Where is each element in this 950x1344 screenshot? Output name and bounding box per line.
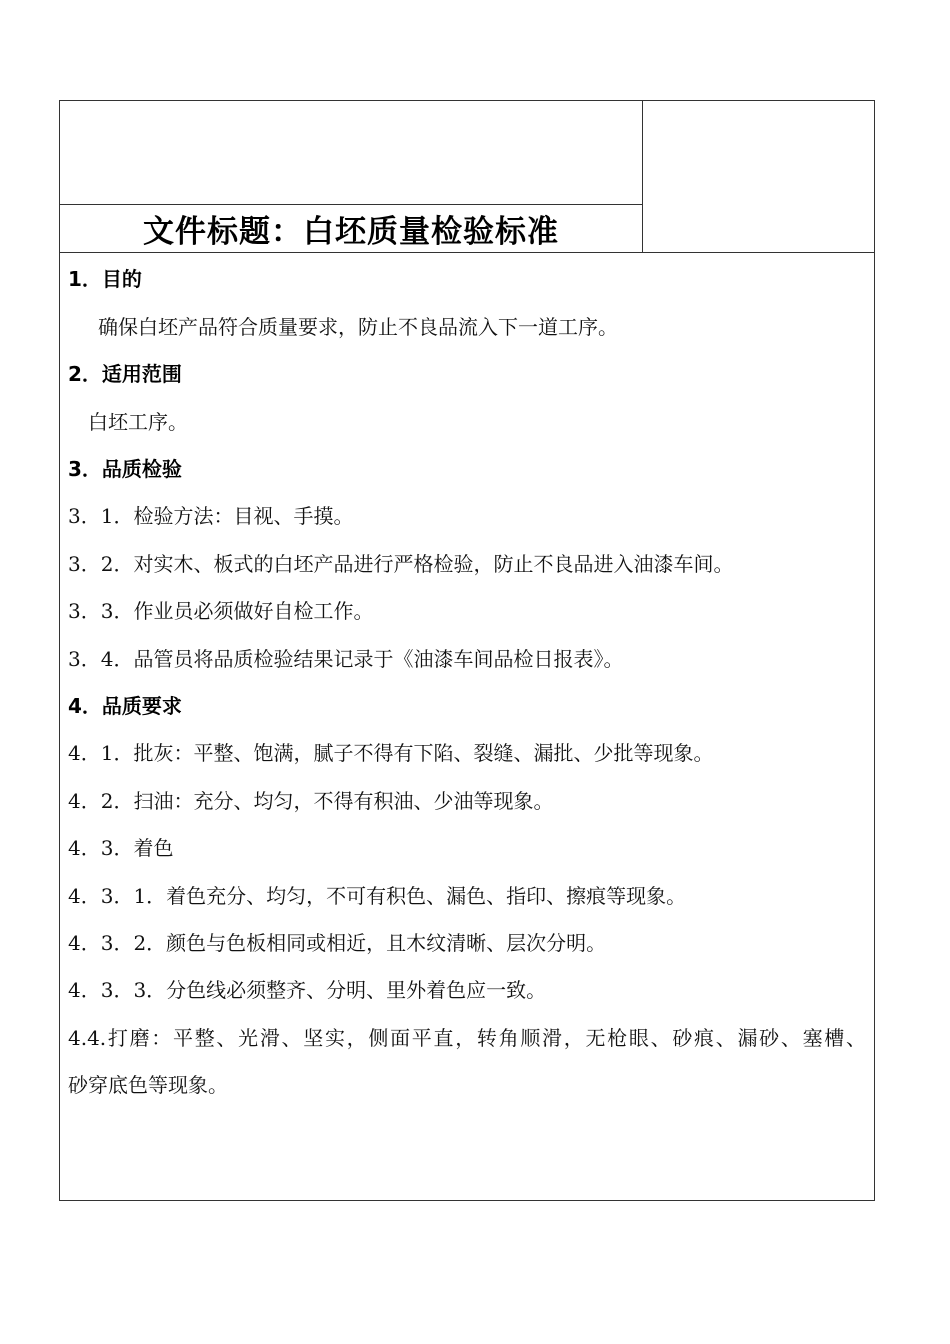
section-heading-requirements: 4．品质要求 bbox=[68, 694, 182, 718]
scope-text: 白坯工序。 bbox=[88, 410, 188, 434]
requirement-item-4-4-continued: 砂穿底色等现象。 bbox=[68, 1073, 228, 1097]
inspection-item-3-1: 3．1．检验方法：目视、手摸。 bbox=[68, 504, 354, 528]
requirement-item-4-4: 4.4.打磨：平整、光滑、坚实，侧面平直，转角顺滑，无枪眼、砂痕、漏砂、塞槽、 bbox=[68, 1026, 866, 1050]
requirement-item-4-3-2: 4．3．2．颜色与色板相同或相近，且木纹清晰、层次分明。 bbox=[68, 931, 607, 955]
document-title: 文件标题：白坯质量检验标准 bbox=[143, 214, 559, 250]
header-logo-cell bbox=[642, 101, 874, 253]
requirement-item-4-3-3: 4．3．3．分色线必须整齐、分明、里外着色应一致。 bbox=[68, 978, 547, 1002]
requirement-item-4-1: 4．1．批灰：平整、饱满，腻子不得有下陷、裂缝、漏批、少批等现象。 bbox=[68, 741, 714, 765]
inspection-item-3-3: 3．3．作业员必须做好自检工作。 bbox=[68, 599, 374, 623]
header-blank-cell bbox=[60, 101, 643, 205]
inspection-item-3-2: 3．2．对实木、板式的白坯产品进行严格检验，防止不良品进入油漆车间。 bbox=[68, 552, 734, 576]
requirement-item-4-2: 4．2．扫油：充分、均匀，不得有积油、少油等现象。 bbox=[68, 789, 554, 813]
title-cell bbox=[60, 205, 643, 253]
section-heading-scope: 2．适用范围 bbox=[68, 362, 182, 386]
section-heading-purpose: 1．目的 bbox=[68, 267, 142, 291]
requirement-item-4-3-1: 4．3．1．着色充分、均匀，不可有积色、漏色、指印、擦痕等现象。 bbox=[68, 884, 687, 908]
requirement-item-4-3: 4．3．着色 bbox=[68, 836, 174, 860]
section-heading-inspection: 3．品质检验 bbox=[68, 457, 182, 481]
purpose-text: 确保白坯产品符合质量要求，防止不良品流入下一道工序。 bbox=[98, 315, 618, 339]
document-frame bbox=[59, 100, 875, 1201]
document-body bbox=[60, 253, 874, 1200]
inspection-item-3-4: 3．4．品管员将品质检验结果记录于《油漆车间品检日报表》。 bbox=[68, 647, 624, 671]
